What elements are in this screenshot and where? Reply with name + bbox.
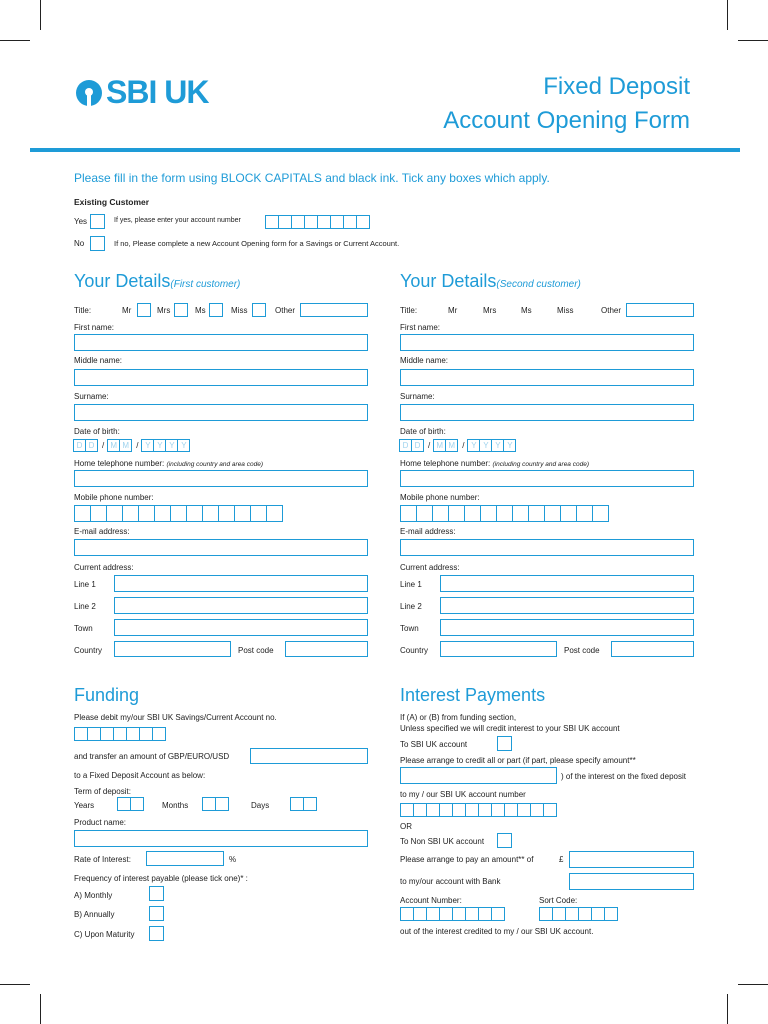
interest-heading: Interest Payments — [400, 685, 546, 705]
interest-pound-sign: £ — [559, 855, 564, 864]
first-mrs-label: Mrs — [157, 306, 171, 315]
crop-mark — [738, 40, 768, 41]
funding-maturity-checkbox[interactable] — [149, 926, 164, 941]
second-ms-label: Ms — [521, 306, 532, 315]
funding-monthly-checkbox[interactable] — [149, 886, 164, 901]
logo-text: SBI UK — [106, 74, 209, 110]
second-other-label: Other — [601, 306, 622, 315]
first-surname-input[interactable] — [74, 404, 368, 421]
funding-rate-label: Rate of Interest: — [74, 855, 131, 864]
interest-acct-no-input[interactable] — [400, 907, 505, 921]
second-email-input[interactable] — [400, 539, 694, 556]
second-mr-label: Mr — [448, 306, 458, 315]
funding-product-label: Product name: — [74, 818, 127, 827]
second-line1-label: Line 1 — [400, 580, 422, 589]
second-middlename-input[interactable] — [400, 369, 694, 386]
first-title-label: Title: — [74, 306, 92, 315]
interest-or-text: OR — [400, 822, 412, 831]
first-postcode-input[interactable] — [285, 641, 368, 657]
second-hometel-label: Home telephone number: (including country and area code) — [400, 459, 589, 468]
interest-part-amount-input[interactable] — [400, 767, 557, 784]
interest-with-bank-text: to my/our account with Bank — [400, 877, 501, 886]
second-line2-input[interactable] — [440, 597, 694, 614]
form-title-line1: Fixed Deposit — [543, 73, 690, 100]
second-address-label: Current address: — [400, 563, 460, 572]
second-dob-input[interactable]: D D / M M / Y Y Y Y — [400, 439, 516, 452]
form-title-line2: Account Opening Form — [443, 107, 690, 134]
first-hometel-input[interactable] — [74, 470, 368, 487]
crop-mark — [40, 0, 41, 30]
funding-months-label: Months — [162, 801, 189, 810]
first-miss-label: Miss — [231, 306, 248, 315]
funding-annually-checkbox[interactable] — [149, 906, 164, 921]
second-surname-input[interactable] — [400, 404, 694, 421]
second-dob-label: Date of birth: — [400, 427, 446, 436]
interest-credit-all-text: Please arrange to credit all or part (if part, please specify amount** — [400, 756, 636, 765]
existing-no-text: If no, Please complete a new Account Opening form for a Savings or Current Account. — [114, 239, 400, 248]
second-customer-heading: Your Details(Second customer) — [400, 271, 581, 291]
first-middlename-input[interactable] — [74, 369, 368, 386]
second-surname-label: Surname: — [400, 392, 435, 401]
first-middlename-label: Middle name: — [74, 356, 123, 365]
second-middlename-label: Middle name: — [400, 356, 449, 365]
funding-years-label: Years — [74, 801, 95, 810]
interest-sort-code-input[interactable] — [539, 907, 618, 921]
interest-to-sbi-label: To SBI UK account — [400, 740, 468, 749]
crop-mark — [40, 994, 41, 1024]
second-postcode-label: Post code — [564, 646, 600, 655]
interest-to-sbi-checkbox[interactable] — [497, 736, 512, 751]
crop-mark — [0, 984, 30, 985]
first-ms-label: Ms — [195, 306, 206, 315]
first-town-label: Town — [74, 624, 93, 633]
funding-debit-text: Please debit my/our SBI UK Savings/Current Account no. — [74, 713, 277, 722]
interest-sbi-account-number[interactable] — [400, 803, 557, 817]
interest-intro2: Unless specified we will credit interest to your SBI UK account — [400, 724, 620, 733]
funding-heading: Funding — [74, 685, 140, 705]
interest-intro1: If (A) or (B) from funding section, — [400, 713, 517, 722]
first-other-input[interactable] — [300, 303, 368, 317]
interest-to-my-text: to my / our SBI UK account number — [400, 790, 526, 799]
funding-term-label: Term of deposit: — [74, 787, 131, 796]
existing-account-number[interactable] — [265, 215, 370, 229]
first-town-input[interactable] — [114, 619, 368, 636]
first-miss-checkbox[interactable] — [252, 303, 266, 317]
interest-to-non-label: To Non SBI UK account — [400, 837, 485, 846]
first-ms-checkbox[interactable] — [209, 303, 223, 317]
existing-no-checkbox[interactable] — [90, 236, 105, 251]
second-title-label: Title: — [400, 306, 418, 315]
second-hometel-input[interactable] — [400, 470, 694, 487]
second-line2-label: Line 2 — [400, 602, 422, 611]
funding-monthly-label: A) Monthly — [74, 891, 113, 900]
interest-sort-code-label: Sort Code: — [539, 896, 578, 905]
crop-mark — [727, 0, 728, 30]
funding-percent-sign: % — [229, 855, 237, 864]
first-country-input[interactable] — [114, 641, 231, 657]
existing-yes-text: If yes, please enter your account number — [114, 217, 241, 224]
funding-transfer-text: and transfer an amount of GBP/EURO/USD — [74, 752, 230, 761]
first-mobile-label: Mobile phone number: — [74, 493, 154, 502]
funding-rate-input[interactable] — [146, 851, 224, 866]
funding-days-label: Days — [251, 801, 270, 810]
sbi-logo — [76, 74, 208, 111]
first-line2-input[interactable] — [114, 597, 368, 614]
funding-months-input[interactable] — [202, 797, 229, 811]
funding-maturity-label: C) Upon Maturity — [74, 930, 135, 939]
second-postcode-input[interactable] — [611, 641, 694, 657]
second-firstname-input[interactable] — [400, 334, 694, 351]
second-firstname-label: First name: — [400, 323, 441, 332]
first-postcode-label: Post code — [238, 646, 274, 655]
first-line1-input[interactable] — [114, 575, 368, 592]
second-mrs-label: Mrs — [483, 306, 497, 315]
first-customer-heading: Your Details(First customer) — [74, 271, 241, 291]
first-firstname-input[interactable] — [74, 334, 368, 351]
sbi-logo-icon — [76, 80, 102, 106]
funding-debit-account[interactable] — [74, 727, 166, 741]
existing-yes-label: Yes — [74, 217, 88, 226]
first-mobile-input[interactable] — [74, 505, 283, 522]
existing-no-label: No — [74, 239, 85, 248]
second-other-input[interactable] — [626, 303, 694, 317]
funding-days-input[interactable] — [290, 797, 317, 811]
first-surname-label: Surname: — [74, 392, 109, 401]
second-email-label: E-mail address: — [400, 527, 456, 536]
interest-out-of-text: out of the interest credited to my / our SBI UK account. — [400, 927, 594, 936]
first-address-label: Current address: — [74, 563, 134, 572]
second-country-input[interactable] — [440, 641, 557, 657]
funding-to-fd-text: to a Fixed Deposit Account as below: — [74, 771, 206, 780]
header-rule — [30, 148, 740, 152]
second-line1-input[interactable] — [440, 575, 694, 592]
second-country-label: Country — [400, 646, 429, 655]
second-town-label: Town — [400, 624, 419, 633]
first-dob-input[interactable]: D D / M M / Y Y Y Y — [74, 439, 190, 452]
second-mobile-label: Mobile phone number: — [400, 493, 480, 502]
first-mr-label: Mr — [122, 306, 132, 315]
interest-pay-amount-input[interactable] — [569, 851, 694, 868]
first-firstname-label: First name: — [74, 323, 115, 332]
first-email-label: E-mail address: — [74, 527, 130, 536]
first-hometel-label: Home telephone number: (including country and area code) — [74, 459, 263, 468]
first-mrs-checkbox[interactable] — [174, 303, 188, 317]
interest-acct-no-label: Account Number: — [400, 896, 462, 905]
first-country-label: Country — [74, 646, 103, 655]
interest-to-non-checkbox[interactable] — [497, 833, 512, 848]
funding-annually-label: B) Annually — [74, 910, 115, 919]
second-mobile-input[interactable] — [400, 505, 609, 522]
first-line2-label: Line 2 — [74, 602, 96, 611]
funding-product-input[interactable] — [74, 830, 368, 847]
crop-mark — [727, 994, 728, 1024]
first-mr-checkbox[interactable] — [137, 303, 151, 317]
funding-amount-input[interactable] — [250, 748, 368, 764]
second-miss-label: Miss — [557, 306, 574, 315]
crop-mark — [0, 40, 30, 41]
crop-mark — [738, 984, 768, 985]
first-dob-label: Date of birth: — [74, 427, 120, 436]
intro-text: Please fill in the form using BLOCK CAPITALS and black ink. Tick any boxes which apply. — [74, 171, 550, 185]
interest-of-interest-text: ) of the interest on the fixed deposit — [561, 772, 686, 781]
existing-customer-heading: Existing Customer — [74, 197, 150, 207]
first-email-input[interactable] — [74, 539, 368, 556]
funding-frequency-label: Frequency of interest payable (please tick one)* : — [74, 874, 248, 883]
interest-pay-amount-text: Please arrange to pay an amount** of — [400, 855, 534, 864]
interest-bank-input[interactable] — [569, 873, 694, 890]
second-town-input[interactable] — [440, 619, 694, 636]
existing-yes-checkbox[interactable] — [90, 214, 105, 229]
first-other-label: Other — [275, 306, 296, 315]
first-line1-label: Line 1 — [74, 580, 96, 589]
funding-years-input[interactable] — [117, 797, 144, 811]
